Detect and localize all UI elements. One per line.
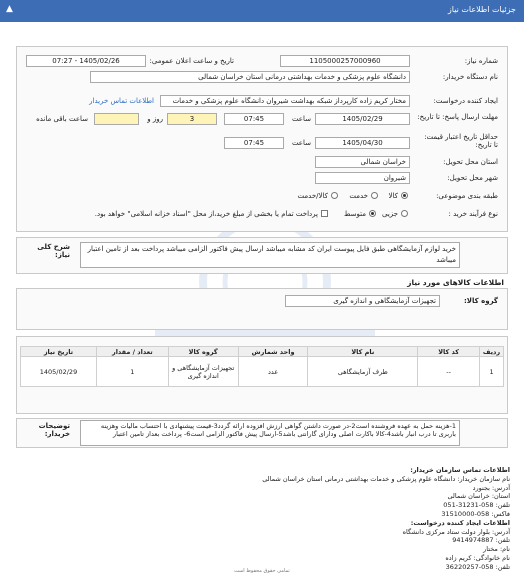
- cell-unit: عدد: [238, 357, 308, 387]
- category-service-label: خدمت: [349, 192, 368, 200]
- col-date: تاریخ نیاز: [21, 347, 97, 357]
- table-row[interactable]: [21, 357, 504, 387]
- hours-remaining-label: ساعت باقی مانده: [36, 115, 88, 123]
- category-goods-radio[interactable]: [401, 192, 408, 199]
- creator-family-line: نام خانوادگی: کریم زاده: [445, 553, 510, 562]
- process-medium-label: متوسط: [344, 210, 366, 218]
- goods-section-title: اطلاعات کالاهای مورد نیاز: [407, 278, 504, 287]
- city-field: شیروان: [315, 172, 410, 184]
- need-number-label: شماره نیاز:: [464, 57, 498, 65]
- col-index: ردیف: [480, 347, 504, 357]
- cell-date: 1405/02/29: [21, 357, 97, 387]
- category-label: طبقه بندی موضوعی:: [436, 192, 498, 200]
- treasury-checkbox[interactable]: [321, 210, 328, 217]
- creator-address-line: آدرس: بلوار دولت ستاد مرکزی دانشگاه: [402, 527, 510, 536]
- page-title: جزئیات اطلاعات نیاز: [447, 5, 516, 14]
- validity-date-field: 1405/04/30: [315, 137, 410, 149]
- city-label: شهر محل تحویل:: [447, 174, 498, 182]
- creator-label: ایجاد کننده درخواست:: [433, 97, 498, 105]
- creator-field: مختار کریم زاده کارپرداز شبکه بهداشت شیروان دانشگاه علوم پزشکی و خدمات: [160, 95, 410, 107]
- buyer-contact-link[interactable]: اطلاعات تماس خریدار: [89, 97, 154, 105]
- col-code: کد کالا: [418, 347, 480, 357]
- goods-table-header: [21, 347, 504, 357]
- province-field: خراسان شمالی: [315, 156, 410, 168]
- days-label: روز و: [147, 115, 163, 123]
- cell-qty: 1: [96, 357, 168, 387]
- col-qty: تعداد / مقدار: [96, 347, 168, 357]
- announce-field: 1405/02/26 - 07:27: [26, 55, 146, 67]
- payment-label: نوع فرآیند خرید :: [448, 210, 498, 218]
- announce-label: تاریخ و ساعت اعلان عمومی:: [149, 57, 234, 65]
- hours-remaining-field: [94, 113, 139, 125]
- goods-group-field: تجهیزات آزمایشگاهی و اندازه گیری: [285, 295, 440, 307]
- creator-contact-title: اطلاعات ایجاد کننده درخواست:: [410, 518, 510, 527]
- buyer-province-line: استان: خراسان شمالی: [447, 492, 510, 501]
- process-small-label: جزیی: [382, 210, 398, 218]
- goods-group-label: گروه کالا:: [463, 297, 498, 305]
- buyer-field: دانشگاه علوم پزشکی و خدمات بهداشتی درمانی استان خراسان شمالی: [90, 71, 410, 83]
- cell-index: 1: [480, 357, 504, 387]
- category-both-label: کالا/خدمت: [297, 192, 328, 200]
- days-remaining-field: 3: [167, 113, 217, 125]
- process-small-radio[interactable]: [401, 210, 408, 217]
- col-group: گروه کالا: [168, 347, 238, 357]
- validity-time-label: ساعت: [291, 139, 311, 147]
- process-medium-radio[interactable]: [369, 210, 376, 217]
- reply-deadline-label: مهلت ارسال پاسخ: تا تاریخ:: [417, 113, 498, 121]
- buyer-org-line: نام سازمان خریدار: دانشگاه علوم پزشکی و خدمات بهداشتی درمانی استان خراسان شمالی: [262, 474, 510, 483]
- treasury-text: پرداخت تمام یا بخشی از مبلغ خرید،از محل "اسناد خزانه اسلامی" خواهد بود.: [94, 210, 318, 218]
- creator-phone2-line: تلفن: 058-36220257: [445, 562, 510, 571]
- category-goods-label: کالا: [388, 192, 398, 200]
- footer-copyright: تمامی حقوق محفوظ است: [234, 568, 290, 574]
- validity-time-field: 07:45: [224, 137, 284, 149]
- province-label: استان محل تحویل:: [443, 158, 498, 166]
- col-unit: واحد شمارش: [238, 347, 308, 357]
- buyer-address-line: آدرس: بجنورد: [472, 483, 510, 492]
- contact-info: [10, 466, 510, 572]
- category-service-radio[interactable]: [371, 192, 378, 199]
- buyer-label: نام دستگاه خریدار:: [442, 73, 498, 81]
- goods-table: [20, 346, 504, 387]
- page-header: [0, 0, 524, 22]
- buyer-fax-line: فاکس: 058-31510000: [441, 509, 510, 518]
- need-number-field: 1105000257000960: [280, 55, 410, 67]
- creator-name-line: نام: مختار: [483, 545, 510, 554]
- creator-phone-line: تلفن: 9414974887: [452, 536, 510, 545]
- reply-time-field: 07:45: [224, 113, 284, 125]
- validity-label: حداقل تاریخ اعتبار قیمت: تا تاریخ:: [424, 133, 498, 149]
- chevron-up-icon[interactable]: ▲: [6, 4, 13, 14]
- buyer-notes-label: توضیحات خریدار:: [38, 422, 70, 438]
- summary-label: شرح کلی نیاز:: [37, 243, 70, 259]
- cell-code: --: [418, 357, 480, 387]
- summary-field: خرید لوازم آزمایشگاهی طبق فایل پیوست ایران کد مشابه میباشد ارسال پیش فاکتور الزامی میباشد پرداخت بعد از تامین اعتبار میباشد: [80, 242, 460, 268]
- reply-date-field: 1405/02/29: [315, 113, 410, 125]
- cell-group: تجهیزات آزمایشگاهی و اندازه گیری: [168, 357, 238, 387]
- cell-name: ظرف آزمایشگاهی: [308, 357, 418, 387]
- reply-time-label: ساعت: [291, 115, 311, 123]
- buyer-contact-title: اطلاعات تماس سازمان خریدار:: [410, 466, 510, 474]
- buyer-notes-field: 1-هزینه حمل به عهده فروشنده است2-در صورت داشتن گواهی ارزش افزوده ارائه گردد3-قیمت پیشنهادی با احتساب مالیات وهزینه باربری تا درب انبار باشد4-کالا باکارت اصلی ودارای گارانتی باشد5-ارسال پیش فاکتور الزامی است6- پرداخت بعداز تامین اعتبار: [80, 420, 460, 446]
- buyer-phone-line: تلفن: 058-31231-051: [443, 501, 510, 510]
- col-name: نام کالا: [308, 347, 418, 357]
- category-both-radio[interactable]: [331, 192, 338, 199]
